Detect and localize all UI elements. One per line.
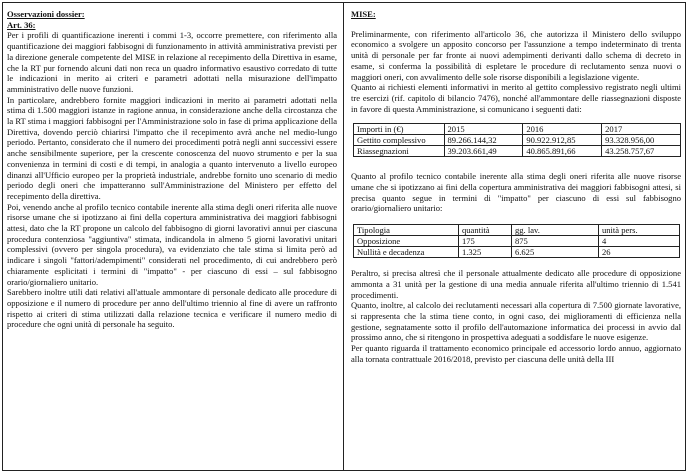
document-sheet [2, 2, 686, 471]
staffing-table [353, 224, 680, 258]
table-cell: 39.203.661,49 [444, 146, 523, 157]
right-paragraph: Quanto al profilo tecnico contabile inerente alla stima degli oneri riferita alle nuove risorse umane che si ipotizzano ai fini della copertura amministrativa dei maggiori fabbisogni attesi, si precisa quanto segue in termini di "impatto" per ciascuno di essi sul fabbisogno orario/giornaliero unitario: [351, 171, 681, 214]
article-heading: Art. 36: [7, 19, 36, 30]
table-cell: Importi in (€) [354, 124, 445, 135]
right-paragraph: Per quanto riguarda il trattamento economico principale ed accessorio lordo annuo, aggiornato alla tornata contrattuale 2016/2018, previsto per ciascuna delle unità della III [351, 343, 681, 364]
left-paragraph: Per i profili di quantificazione inerenti i commi 1-3, occorre premettere, con riferimento alla quantificazione dei maggiori fabbisogni di funzionamento in attività amministrativa previsti per la direzione generale competente del MISE in relazione al recepimento della Direttiva in esame, che la RT pur fornendo alcuni dati non reca un quadro informativo esaustivo corredato di tutte le indicazioni in merito ai criteri e parametri adottati nella misurazione dell'impatto amministrativo delle nuove funzioni. [7, 30, 337, 94]
table-cell: 2016 [523, 124, 602, 135]
table-cell: 875 [512, 236, 599, 247]
table-cell: 2015 [444, 124, 523, 135]
table-cell: Nullità e decadenza [354, 247, 459, 258]
right-paragraph: Quanto ai richiesti elementi informativi in merito al gettito complessivo registrato negli ultimi tre esercizi (rif. capitolo di bilancio 7476), nonché all'ammontare delle riassegnazioni disposte in favore di questa Amministrazione, si comunicano i seguenti dati: [351, 82, 681, 114]
table-row [354, 135, 681, 146]
right-paragraph: Preliminarmente, con riferimento all'articolo 36, che autorizza il Ministero dello sviluppo economico a svolgere un apposito concorso per l'assunzione a tempo indeterminato di trenta unità di personale per far fronte ai nuovi adempimenti derivanti dallo schema di decreto in esame, si conferma la possibilità di espletare le procedure di reclutamento senza nuovi o maggiori oneri, con avvalimento delle sole risorse disponibili a legislazione vigente. [351, 28, 681, 82]
table-cell: 93.328.956,00 [602, 135, 681, 146]
table-cell: 89.266.144,32 [444, 135, 523, 146]
table-cell: 6.625 [512, 247, 599, 258]
table-header-row [354, 124, 681, 135]
table-cell: Gettito complessivo [354, 135, 445, 146]
table-row [354, 236, 680, 247]
table-cell: 175 [459, 236, 512, 247]
table-cell: 40.865.891,66 [523, 146, 602, 157]
table-cell: 26 [599, 247, 680, 258]
right-paragraph: Quanto, inoltre, al calcolo dei reclutamenti necessari alla copertura di 7.500 giornate lavorative, si rappresenta che la stima tiene conto, in ogni caso, dei miglioramenti di efficienza nella gestione, segnatamente sotto il profilo dell'automazione informatica dei processi in avvio dal prossimo anno, che si ritengono in prospettiva adeguati a soddisfare le nuove esigenze. [351, 300, 681, 343]
table-cell: unità pers. [599, 225, 680, 236]
table-row [354, 146, 681, 157]
table-cell: Riassegnazioni [354, 146, 445, 157]
table-cell: 4 [599, 236, 680, 247]
left-column [7, 9, 337, 330]
right-column [351, 9, 681, 364]
left-paragraph: Sarebbero inoltre utili dati relativi all'attuale ammontare di personale dedicato alle procedure di opposizione e il numero di procedure per anno dell'ultimo triennio al fine di avere un raffronto rispetto ai criteri di stima utilizzati dalla relazione tecnica e verificare il numero medio di procedure che ogni unità di personale ha seguito. [7, 287, 337, 330]
table-cell: 1.325 [459, 247, 512, 258]
left-heading: Osservazioni dossier: [7, 9, 85, 19]
right-paragraph: Peraltro, si precisa altresì che il personale attualmente dedicato alle procedure di opposizione ammonta a 31 unità per la gestione di una media annuale riferita all'ultimo triennio di 1.541 procedimenti. [351, 268, 681, 300]
table-row [354, 247, 680, 258]
table-cell: 43.258.757,67 [602, 146, 681, 157]
left-paragraph: In particolare, andrebbero fornite maggiori indicazioni in merito ai parametri adottati nella stima di 1.500 maggiori istanze in ragione annua, in considerazione anche della circostanza che la RT stima i maggiori fabbisogni per l'Amministrazione solo in fase di prima applicazione della Direttiva, dovendo perciò chiarirsi l'impatto che il recepimento avrà anche nel medio-lungo periodo. Pertanto, considerato che il numero dei procedimenti potrà negli anni successivi essere anche sensibilmente superiore, per la crescente conoscenza del nuovo strumento e per la sua convenienza in termini di costi e di tempi, in analogia a quanto intervenuto a livello europeo dinanzi all'Ufficio europeo per la proprietà industriale, andrebbe fornito uno scenario di medio periodo degli oneri che impatteranno sull'Amministrazione del Ministero per effetto del recepimento della direttiva. [7, 94, 337, 201]
table-cell: 90.922.912,85 [523, 135, 602, 146]
column-divider [343, 3, 344, 470]
table-cell: Tipologia [354, 225, 459, 236]
table-cell: Opposizione [354, 236, 459, 247]
left-paragraph: Poi, venendo anche al profilo tecnico contabile inerente alla stima degli oneri riferita alle nuove risorse umane che si ipotizzano ai fini della copertura amministrativa dei maggiori fabbisogni attesi, dato che la RT propone un calcolo del fabbisogno di giorni lavorativi annui per ciascuna procedura contenziosa "aggiuntiva" stimata, indicandola in almeno 5 giorni lavorativi unitari complessivi (ovvero per singola procedura), va evidenziato che tale stima si limita però ad indicare i singoli "fattori/adempimenti" considerati nel procedimento, di cui andrebbero però chiaramente esplicitati i termini di "impatto" - per ciascuno di essi – sul fabbisogno orario/giornaliero unitario. [7, 201, 337, 287]
table-cell: quantità [459, 225, 512, 236]
revenue-table [353, 123, 681, 157]
table-cell: 2017 [602, 124, 681, 135]
right-heading: MISE: [351, 9, 376, 19]
table-header-row [354, 225, 680, 236]
table-cell: gg. lav. [512, 225, 599, 236]
